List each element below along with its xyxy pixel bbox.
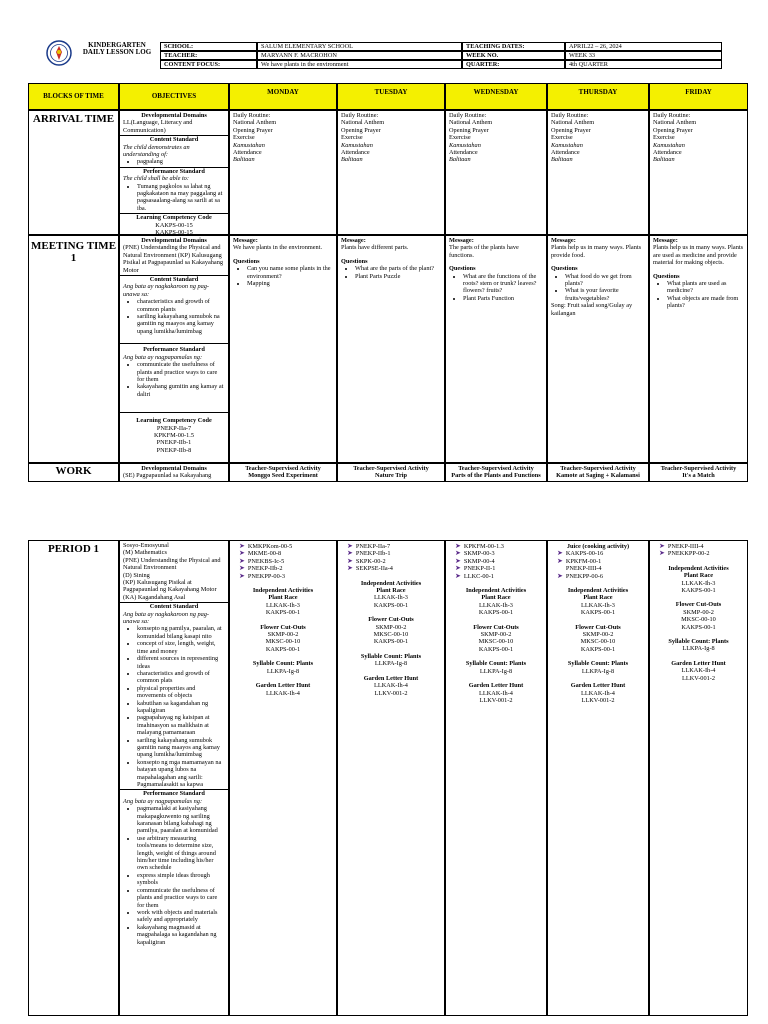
performance-standard-item: • Tumang pagkolos sa lahat ng pagkakataon na may paggalang at pagsasaalang-alang sa sarili at sa iba. xyxy=(137,183,225,213)
arrow-bullet-icon: ➤ xyxy=(239,542,245,550)
meeting-wednesday: Message: The parts of the plants have functions. Questions • What are the functions of the roots? stem or trunk? leaves? flowers? fruits? • Plant Parts Function xyxy=(445,235,547,463)
content-standard-title: Content Standard xyxy=(149,603,199,611)
col-tuesday: TUESDAY xyxy=(337,83,445,110)
work-tuesday: Teacher-Supervised Activity Nature Trip xyxy=(337,463,445,482)
teacher-label: TEACHER: xyxy=(160,51,257,60)
school-label: SCHOOL: xyxy=(160,42,257,51)
content-standard-title: Content Standard xyxy=(149,136,199,144)
arrow-bullet-icon: ➤ xyxy=(347,549,353,558)
arrow-bullet-icon: ➤ xyxy=(347,556,353,565)
content-standard-text: Ang bata ay nagkakaroon ng pag-unawa sa: xyxy=(123,283,209,298)
period-friday: ➤ PNEKP-IIII-4 ➤ PNEKKPP-00-2 Independent Activities Plant Race LLKAK-Ih-3 KAKPS-00-1 Flower Cut-Outs SKMP-00-2 MKSC-00-10 KAKPS-00-1 Syllable Count: Plants LLKPA-Ig-8 Garden Letter Hunt LLKAK-Ih-4 LLKV-001-2 xyxy=(649,540,748,1016)
block-meeting-time-1: MEETING TIME 1 xyxy=(28,235,119,463)
competency-code: KAKPS-00-15 xyxy=(155,229,193,235)
col-wednesday: WEDNESDAY xyxy=(445,83,547,110)
work-thursday: Teacher-Supervised Activity Kamote at Saging + Kalamansi xyxy=(547,463,649,482)
period-thursday: Juice (cooking activity) ➤ KAKPS-00-16 ➤ KPKFM-00-1 PNEKP-IIII-4 ➤ PNEKPP-00-6 Independent Activities Plant Race LLKAK-Ih-3 KAKPS-00-1 Flower Cut-Outs SKMP-00-2 MKSC-00-10 KAKPS-00-1 Syllable Count: Plants LLKPA-Ig-8 Garden Letter Hunt LLKAK-Ih-4 LLKV-001-2 xyxy=(547,540,649,1016)
content-standard-title: Content Standard xyxy=(149,276,199,284)
arrival-friday: Daily Routine: National Anthem Opening Prayer Exercise Kamustahan Attendance Balitaan xyxy=(649,110,748,235)
arrow-bullet-icon: ➤ xyxy=(455,549,461,558)
quarter-label: QUARTER: xyxy=(462,60,565,69)
meeting-objectives: Developmental Domains (PNE) Understanding the Physical and Natural Environment (KP) Kalusugang Pisikal at Pagpapaunlad sa Kakayahang Motor Content Standard Ang bata ay nagkakaroon ng pag-unawa sa: • characteristics and growth of common plants • sariling kakayahang sumubok na gamitin ng maayos ang kamay upang lumikha/lumimbag Performance Standard Ang bata ay nagpapamalas ng: • communicate the usefulness of plants and practice ways to care for them • kakayahang gumitin ang kamay at daliri Learning Competency Code PNEKP-IIa-7 KPKFM-00-1.5 PNEKP-IIb-1 PNEKP-IIb-8 xyxy=(119,235,229,463)
work-wednesday: Teacher-Supervised Activity Parts of the Plants and Functions xyxy=(445,463,547,482)
col-blocks-of-time: BLOCKS OF TIME xyxy=(28,83,119,110)
teacher-value: MARYANN F. MACROHON xyxy=(257,51,462,60)
period-monday: ➤ KMKPKom-00-5 ➤ MKME-00-8 ➤ PNEKBS-Ic-5 ➤ PNEKP-IIb-2 ➤ PNEKPP-00-3 Independent Activities Plant Race LLKAK-Ih-3 KAKPS-00-1 Flower Cut-Outs SKMP-00-2 MKSC-00-10 KAKPS-00-1 Syllable Count: Plants LLKPA-Ig-8 Garden Letter Hunt LLKAK-Ih-4 xyxy=(229,540,337,1016)
arrow-bullet-icon: ➤ xyxy=(659,542,665,550)
arrow-bullet-icon: ➤ xyxy=(557,549,563,558)
block-period-1: PERIOD 1 xyxy=(28,540,119,1016)
arrow-bullet-icon: ➤ xyxy=(239,571,245,580)
arrow-bullet-icon: ➤ xyxy=(347,542,353,550)
col-objectives: OBJECTIVES xyxy=(119,83,229,110)
dev-domains-title: Developmental Domains xyxy=(141,237,207,244)
competency-code-title: Learning Competency Code xyxy=(136,417,212,425)
dates-value: APRIL22 – 26, 2024 xyxy=(565,42,722,51)
arrow-bullet-icon: ➤ xyxy=(455,542,461,550)
content-standard-text: Ang bata ay nagkakaroon ng pag-unawa sa: xyxy=(123,610,209,626)
week-label: WEEK NO. xyxy=(462,51,565,60)
col-thursday: THURSDAY xyxy=(547,83,649,110)
arrow-bullet-icon: ➤ xyxy=(455,571,461,580)
arrival-thursday: Daily Routine: National Anthem Opening Prayer Exercise Kamustahan Attendance Balitaan xyxy=(547,110,649,235)
col-monday: MONDAY xyxy=(229,83,337,110)
content-standard-text: The child demonstrates an understanding of: xyxy=(123,143,190,159)
competency-code-title: Learning Competency Code xyxy=(136,214,212,222)
arrival-wednesday: Daily Routine: National Anthem Opening Prayer Exercise Kamustahan Attendance Balitaan xyxy=(445,110,547,235)
content-standard-item: • sariling kakayahang sumubok na gamitin ng maayos ang kamay upang lumikha/lumimbag xyxy=(137,313,225,335)
block-work: WORK xyxy=(28,463,119,482)
arrow-bullet-icon: ➤ xyxy=(347,564,353,573)
performance-standard-title: Performance Standard xyxy=(143,790,205,798)
period-wednesday: ➤ KPKFM-00-1.3 ➤ SKMP-00-3 ➤ SKMP-00-4 ➤ PNEKP-II-1 ➤ LLKC-00-1 Independent Activities Plant Race LLKAK-Ih-3 KAKPS-00-1 Flower Cut-Outs SKMP-00-2 MKSC-00-10 KAKPS-00-1 Syllable Count: Plants LLKPA-Ig-8 Garden Letter Hunt LLKAK-Ih-4 LLKV-001-2 xyxy=(445,540,547,1016)
arrow-bullet-icon: ➤ xyxy=(557,556,563,565)
arrow-bullet-icon: ➤ xyxy=(239,549,245,558)
arrow-bullet-icon: ➤ xyxy=(659,549,665,558)
work-monday: Teacher-Supervised Activity Monggo Seed Experiment xyxy=(229,463,337,482)
dev-domains-title: Developmental Domains xyxy=(141,112,207,119)
content-standard-item: • characteristics and growth of common plants xyxy=(137,298,225,313)
dates-label: TEACHING DATES: xyxy=(462,42,565,51)
content-standard-item: • pagpalang xyxy=(137,158,225,165)
dev-domains-text: LL(Language, Literacy and Communication) xyxy=(123,119,193,134)
block-arrival-time: ARRIVAL TIME xyxy=(28,110,119,235)
performance-standard-title: Performance Standard xyxy=(143,167,205,175)
quarter-value: 4th QUARTER xyxy=(565,60,722,69)
meeting-thursday: Message: Plants help us in many ways. Plants provide food. Questions • What food do we get from plants? • What is your favorite fruits/vegetables? Song: Fruit salad song/Gulay ay kailangan xyxy=(547,235,649,463)
arrow-bullet-icon: ➤ xyxy=(557,571,563,580)
work-friday: Teacher-Supervised Activity It's a Match xyxy=(649,463,748,482)
performance-standard-item: • kakayahang gumitin ang kamay at daliri xyxy=(137,383,225,398)
performance-standard-text: Ang bata ay nagpapamalas ng: xyxy=(123,797,203,805)
arrow-bullet-icon: ➤ xyxy=(239,556,245,565)
arrival-tuesday: Daily Routine: National Anthem Opening Prayer Exercise Kamustahan Attendance Balitaan xyxy=(337,110,445,235)
arrival-monday: Daily Routine: National Anthem Opening Prayer Exercise Kamustahan Attendance Balitaan xyxy=(229,110,337,235)
meeting-friday: Message: Plants help us in many ways. Plants are used as medicine and provide material for making objects. Questions • What plants are used as medicine? • What objects are made from plants? xyxy=(649,235,748,463)
arrow-bullet-icon: ➤ xyxy=(239,564,245,573)
form-title: KINDERGARTEN DAILY LESSON LOG xyxy=(82,41,152,57)
meeting-monday: Message: We have plants in the environment. Questions • Can you name some plants in the environment? • Mapping xyxy=(229,235,337,463)
arrival-objectives xyxy=(119,110,229,235)
arrow-bullet-icon: ➤ xyxy=(455,556,461,565)
school-value: SALUM ELEMENTARY SCHOOL xyxy=(257,42,462,51)
arrow-bullet-icon: ➤ xyxy=(455,564,461,573)
performance-standard-item: • communicate the usefulness of plants and practice ways to care for them xyxy=(137,361,225,383)
meeting-tuesday: Message: Plants have different parts. Questions • What are the parts of the plant? • Plant Parts Puzzle xyxy=(337,235,445,463)
period-tuesday: ➤ PNEKP-IIa-7 ➤ PNEKP-IIb-1 ➤ SKPK-00-2 ➤ SEKPSE-IIa-4 Independent Activities Plant Race LLKAK-Ih-3 KAKPS-00-1 Flower Cut-Outs SKMP-00-2 MKSC-00-10 KAKPS-00-1 Syllable Count: Plants LLKPA-Ig-8 Garden Letter Hunt LLKAK-Ih-4 LLKV-001-2 xyxy=(337,540,445,1016)
deped-seal-icon xyxy=(46,40,72,66)
performance-standard-title: Performance Standard xyxy=(143,346,205,354)
period-objectives: Sosyo-Emosyunal (M) Mathematics (PNE) Understanding the Physical and Natural Environment (D) Sining (KP) Kalusugang Pisikal at Pagpapaunlad ng Kakayahang Motor (KA) Kagandahang Asal Content Standard Ang bata ay nagkakaroon ng pag-unawa sa: • konsepto ng pamilya, paaralan, at komunidad bilang kasapi nito • concept of size, length, weight, time and money • different sources in representing ideas • characteristics and growth of common plats • physical properties and movements of objects • kabutihan sa kagandahan ng kapaligiran • pagpapahayag ng kaisipan at imahinasyon sa malikhain at malayang pamamaraan • sariling kakayahang sumubok gamitin nang maayos ang kamay upang lumikha/lumimbag • konsepto ng mga mamamayan na batayan upang lubos na mapahalagahan ang sarili: Pagmamalasakit sa kapwa Performance Standard Ang bata ay nagpapamalas ng: • pagmamalaki at kasiyahang makapagkuwento ng sariling karanasan bilang kabahagi ng pamilya, paaralan at komunidad • use arbitrary measuring tools/means to determine size, length, weight of things around him/her time including his/her own schedule • express simple ideas through symbols • communicate the usefulness of plants and practice ways to care for them • work with objects and materials safely and appropriately • kakayahang magmasid at magpahalaga sa kagandahan ng kapaligiran xyxy=(119,540,229,1016)
content-focus-label: CONTENT FOCUS: xyxy=(160,60,257,69)
performance-standard-text: The child shall be able to: xyxy=(123,175,189,183)
col-friday: FRIDAY xyxy=(649,83,748,110)
work-objectives: Developmental Domains (SE) Pagpapaunlad sa Kakayahang xyxy=(119,463,229,482)
week-value: WEEK 33 xyxy=(565,51,722,60)
competency-code: KAKPS-00-15 xyxy=(155,221,193,229)
dev-domains-text: (PNE) Understanding the Physical and Natural Environment (KP) Kalusugang Pisikal at Pagpapaunlad sa Kakayahang Motor xyxy=(123,244,224,274)
performance-standard-text: Ang bata ay nagpapamalas ng: xyxy=(123,353,203,361)
content-focus-value: We have plants in the environment xyxy=(257,60,462,69)
